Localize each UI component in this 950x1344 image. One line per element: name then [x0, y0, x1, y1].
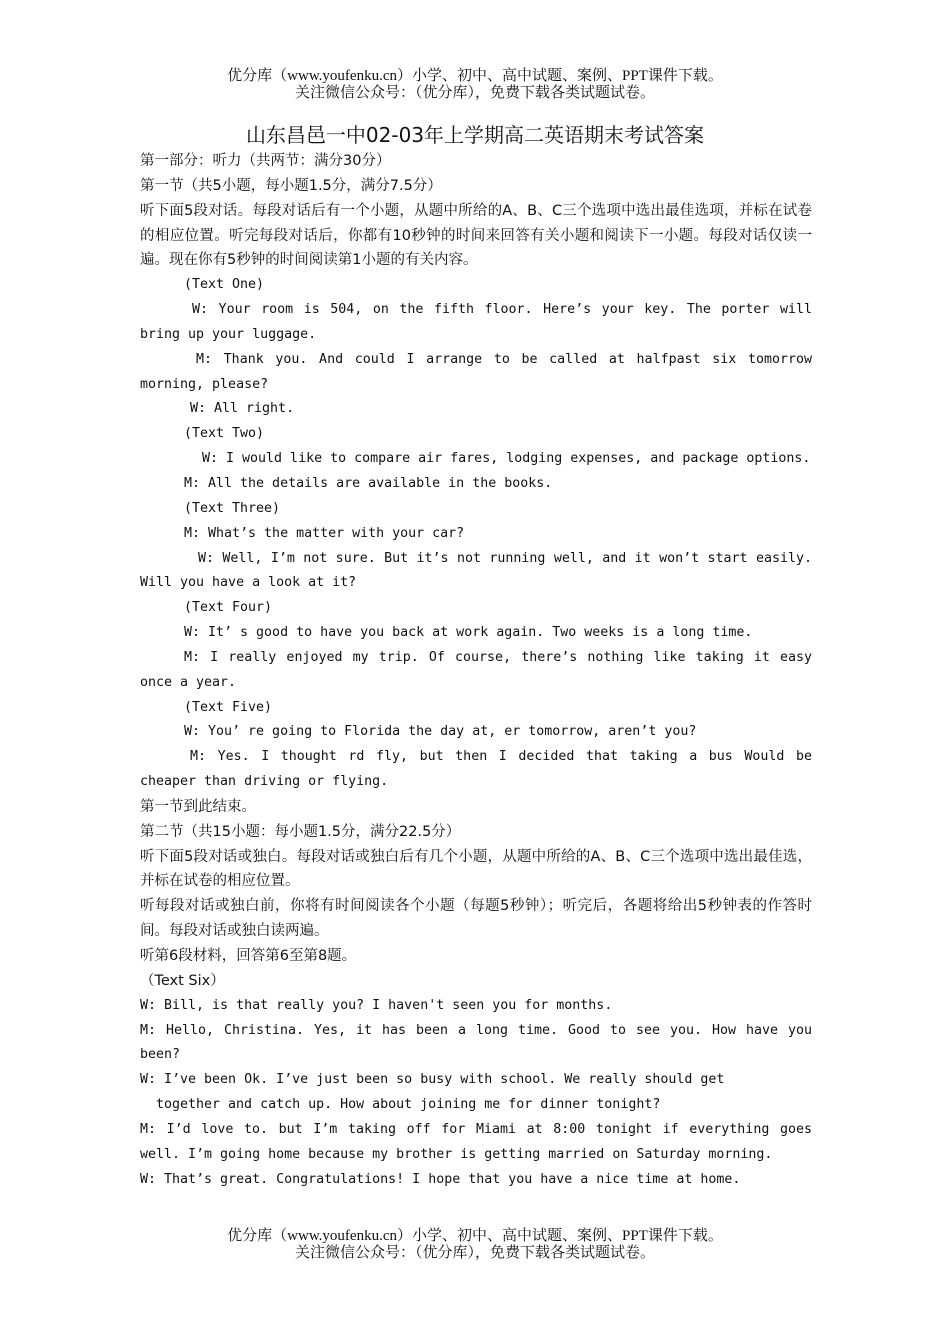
- dialogue-line-continued: together and catch up. How about joining me for dinner tonight?: [156, 1097, 661, 1113]
- dialogue-line: W: Your room is 504, on the fifth floor. Here’s your key. The porter will bring up your luggage.: [140, 302, 821, 342]
- dialogue-line: M: I really enjoyed my trip. Of course, there’s nothing like taking it easy once a year.: [140, 649, 821, 690]
- subsection-heading: 第一节（共5小题，每小题1.5分，满分7.5分）: [140, 177, 442, 194]
- page-header: [0, 68, 950, 102]
- text-label: (Text Two): [184, 426, 265, 442]
- dialogue-line: M: Yes. I thought rd fly, but then I decided that taking a bus Would be cheaper than driving or flying.: [140, 749, 821, 790]
- dialogue-line: M: Hello, Christina. Yes, it has been a long time. Good to see you. How have you been?: [140, 1022, 821, 1063]
- dialogue-line: M: All the details are available in the books.: [184, 475, 553, 491]
- instructions-line: 听第6段材料，回答第6至第8题。: [140, 948, 357, 964]
- dialogue-line: M: Thank you. And could I arrange to be called at halfpast six tomorrow morning, please?: [140, 351, 821, 392]
- dialogue-line: M: What’s the matter with your car?: [184, 525, 465, 541]
- instructions-paragraph: 听每段对话或独白前，你将有时间阅读各个小题（每题5秒钟）；听完后，各题将给出5秒钟表的作答时间。每段对话或独白读两遍。: [140, 898, 812, 940]
- text-label: (Text One): [184, 277, 265, 293]
- dialogue-line: W: It’ s good to have you back at work again. Two weeks is a long time.: [184, 625, 753, 641]
- document-title: 山东昌邑一中02-03年上学期高二英语期末考试答案: [245, 123, 705, 147]
- text-label: (Text Three): [184, 500, 281, 516]
- instructions-paragraph: 听下面5段对话。每段对话后有一个小题，从题中所给的A、B、C三个选项中选出最佳选项，并标在试卷的相应位置。听完每段对话后，你都有10秒钟的时间来回答有关小题和阅读下一小题。每段对话仅读一遍。现在你有5秒钟的时间阅读第1小题的有关内容。: [140, 202, 812, 269]
- header-wechat-line: 关注微信公众号：（优分库），免费下载各类试题试卷。: [294, 85, 655, 101]
- dialogue-line: W: All right.: [190, 401, 295, 417]
- text-label: (Text Four): [184, 600, 273, 616]
- dialogue-line: W: Bill, is that really you? I haven't seen you for months.: [140, 997, 613, 1013]
- dialogue-line: W: I would like to compare air fares, lodging expenses, and package options.: [202, 451, 811, 467]
- page-footer: [0, 1228, 950, 1262]
- text-label: (Text Five): [184, 699, 273, 715]
- footer-site-line: 优分库（www.youfenku.cn）小学、初中、高中试题、案例、PPT课件下载。: [227, 1228, 723, 1244]
- dialogue-line: W: You’ re going to Florida the day at, er tomorrow, aren’t you?: [184, 724, 697, 740]
- header-site-line: 优分库（www.youfenku.cn）小学、初中、高中试题、案例、PPT课件下载。: [227, 68, 723, 84]
- text-label: （Text Six）: [140, 972, 225, 989]
- section-end-note: 第一节到此结束。: [140, 798, 256, 815]
- footer-wechat-line: 关注微信公众号：（优分库），免费下载各类试题试卷。: [294, 1245, 655, 1261]
- document-body: [140, 149, 821, 1192]
- dialogue-line: W: I’ve been Ok. I’ve just been so busy with school. We really should get: [140, 1072, 725, 1088]
- dialogue-line: W: That’s great. Congratulations! I hope that you have a nice time at home.: [140, 1171, 741, 1187]
- dialogue-line: M: I’d love to. but I’m taking off for Miami at 8:00 tonight if everything goes well. I’m going home because my brother is getting married on Saturday morning.: [140, 1121, 821, 1162]
- section-heading: 第一部分：听力（共两节：满分30分）: [140, 153, 391, 169]
- dialogue-line: W: Well, I’m not sure. But it’s not running well, and it won’t start easily. Will you have a look at it?: [140, 550, 821, 591]
- instructions-paragraph: 听下面5段对话或独白。每段对话或独白后有几个小题，从题中所给的A、B、C三个选项中选出最佳选，并标在试卷的相应位置。: [140, 848, 812, 890]
- subsection-heading: 第二节（共15小题：每小题1.5分，满分22.5分）: [140, 823, 461, 840]
